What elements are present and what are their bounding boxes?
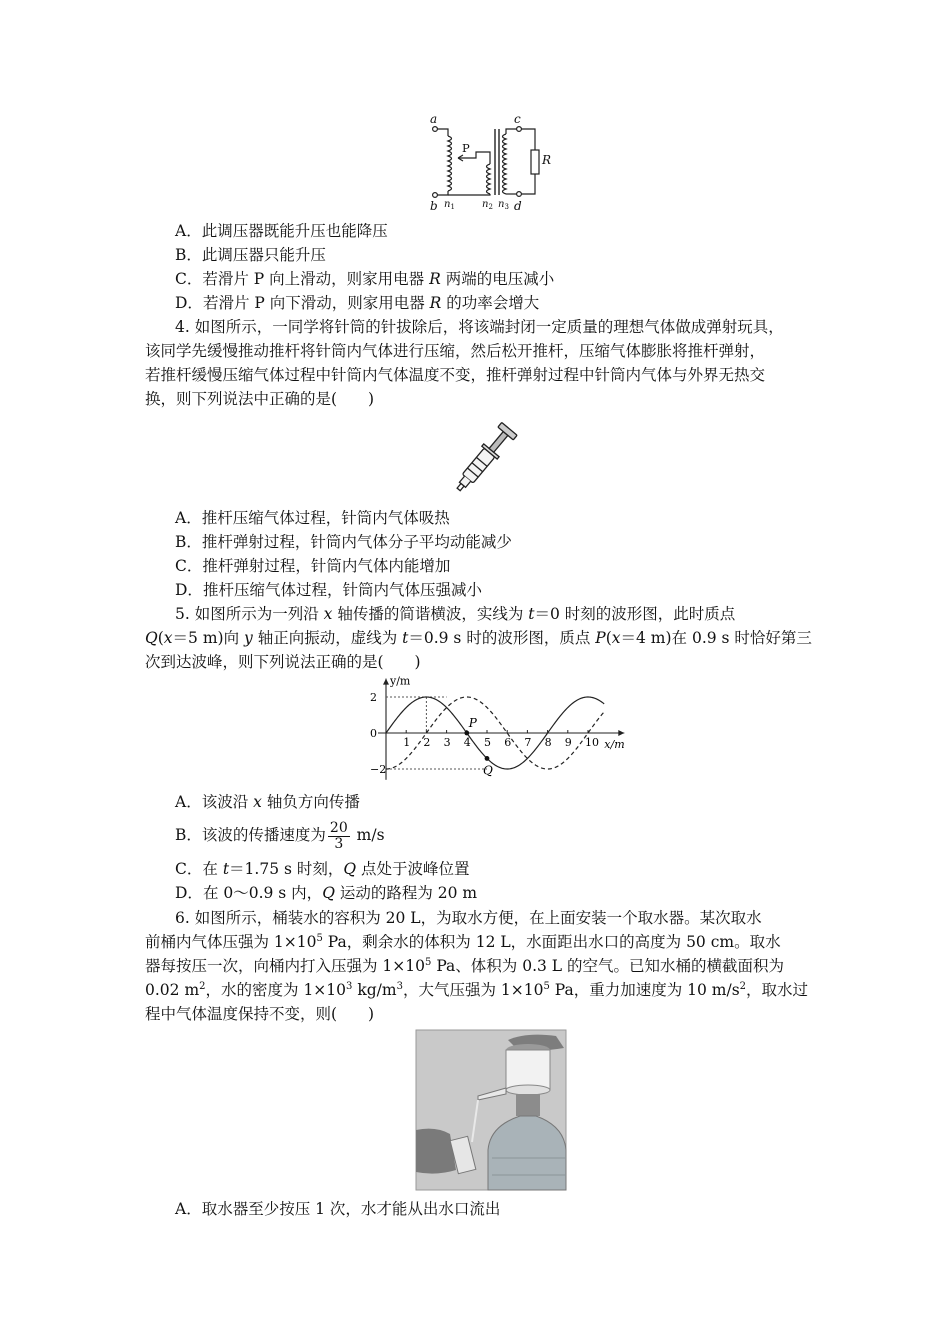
q6-stem-line-2: 前桶内气体压强为 $1\times 10^5$ Pa，剩余水的体积为 12 L，水面距出水口的高度为 50 cm。取水 bbox=[145, 933, 781, 951]
x-tick-label: 9 bbox=[564, 736, 572, 749]
q5-option-b[interactable]: B．该波的传播速度为 $\frac{20}{3}$ m/s bbox=[175, 819, 385, 852]
x-tick-label: 4 bbox=[463, 736, 471, 749]
q3-option-b[interactable]: B．此调压器只能升压 bbox=[175, 246, 326, 264]
q6-option-a[interactable]: A．取水器至少按压 1 次，水才能从出水口流出 bbox=[175, 1200, 501, 1218]
q4-option-d[interactable]: D．推杆压缩气体过程，针筒内气体压强减小 bbox=[175, 581, 482, 599]
slider-p-label: P bbox=[462, 141, 470, 155]
y-axis-label: y/m bbox=[390, 674, 411, 688]
n2-subscript: 2 bbox=[488, 203, 493, 211]
q4-option-a[interactable]: A．推杆压缩气体过程，针筒内气体吸热 bbox=[175, 509, 450, 527]
point-q-label: Q bbox=[483, 763, 493, 778]
q6-stem-line-1: 6. 如图所示，桶装水的容积为 20 L，为取水方便，在上面安装一个取水器。某次取水 bbox=[175, 909, 762, 927]
x-axis-label: x/m bbox=[604, 738, 625, 751]
speed-fraction: $\frac{20}{3}$ bbox=[329, 819, 348, 852]
q5-option-a[interactable]: A．该波沿 x 轴负方向传播 bbox=[175, 793, 360, 811]
n1-subscript: 1 bbox=[450, 203, 455, 211]
q5-stem-line-3: 次到达波峰，则下列说法正确的是( ) bbox=[145, 653, 421, 671]
terminal-c-label: c bbox=[514, 112, 521, 126]
wave-chart bbox=[352, 672, 625, 784]
q3-option-a[interactable]: A．此调压器既能升压也能降压 bbox=[175, 222, 388, 240]
x-tick-label: 3 bbox=[443, 736, 451, 749]
svg-text:n1 bbox=[444, 199, 455, 211]
x-tick-label: 10 bbox=[585, 736, 599, 749]
n1-label: n bbox=[444, 199, 451, 210]
y-tick-label: 2 bbox=[370, 691, 377, 704]
water-dispenser-photo bbox=[416, 1030, 566, 1190]
q5-option-d[interactable]: D．在 0～0.9 s 内，Q 运动的路程为 20 m bbox=[175, 884, 478, 902]
point-p bbox=[464, 731, 469, 736]
svg-text:n3 bbox=[498, 199, 509, 211]
n2-label: n bbox=[482, 199, 489, 210]
x-tick-label: 2 bbox=[423, 736, 431, 749]
n3-subscript: 3 bbox=[504, 203, 509, 211]
q6-stem-line-5: 程中气体温度保持不变，则( ) bbox=[145, 1005, 375, 1023]
x-tick-label: 7 bbox=[524, 736, 532, 749]
q4-stem-line-2: 该同学先缓慢推动推杆将针筒内气体进行压缩，然后松开推杆，压缩气体膨胀将推杆弹射， bbox=[145, 342, 766, 360]
n3-label: n bbox=[498, 199, 505, 210]
q4-stem-line-4: 换，则下列说法中正确的是( ) bbox=[145, 390, 375, 408]
y-axis-arrow bbox=[383, 679, 389, 685]
terminal-a-label: a bbox=[430, 112, 438, 126]
x-tick-label: 1 bbox=[403, 736, 411, 749]
terminal-d-label: d bbox=[514, 199, 522, 213]
x-tick-label: 6 bbox=[504, 736, 512, 749]
q4-stem-line-1: 4. 如图所示，一同学将针筒的针拔除后，将该端封闭一定质量的理想气体做成弹射玩具， bbox=[175, 318, 784, 336]
q3-option-c[interactable]: C．若滑片 P 向上滑动，则家用电器 R 两端的电压减小 bbox=[175, 270, 555, 288]
autotransformer-circuit-figure bbox=[418, 112, 568, 216]
q5-option-c[interactable]: C．在 t＝1.75 s 时刻，Q 点处于波峰位置 bbox=[175, 860, 470, 878]
terminal-b-label: b bbox=[430, 199, 438, 213]
q5-stem-line-2: Q(x＝5 m)向 y 轴正向振动，虚线为 t＝0.9 s 时的波形图，质点 P(x＝4 m)在 0.9 s 时恰好第三 bbox=[145, 629, 812, 647]
x-axis-arrow bbox=[618, 730, 624, 736]
y-tick-label: −2 bbox=[370, 763, 387, 776]
x-tick-label: 8 bbox=[544, 736, 552, 749]
point-q bbox=[485, 756, 490, 761]
syringe-figure bbox=[440, 410, 530, 506]
point-p-label: P bbox=[468, 716, 477, 730]
q6-stem-line-4: 0.02 $m^2$，水的密度为 $1\times 10^3$ $kg/m^3$，大气压强为 $1\times 10^5$ Pa，重力加速度为 10 $m/s^2$，取水过 bbox=[145, 981, 809, 999]
y-tick-label: 0 bbox=[370, 727, 377, 740]
q6-stem-line-3: 器每按压一次，向桶内打入压强为 $1\times 10^5$ Pa、体积为 0.3 L 的空气。已知水桶的横截面积为 bbox=[145, 957, 785, 975]
q5-stem-line-1: 5. 如图所示为一列沿 x 轴传播的简谐横波，实线为 t＝0 时刻的波形图，此时质点 bbox=[175, 605, 736, 623]
q4-option-b[interactable]: B．推杆弹射过程，针筒内气体分子平均动能减少 bbox=[175, 533, 512, 551]
q4-stem-line-3: 若推杆缓慢压缩气体过程中针筒内气体温度不变，推杆弹射过程中针筒内气体与外界无热交 bbox=[145, 366, 766, 384]
resistor-r-label: R bbox=[542, 153, 552, 167]
q4-option-c[interactable]: C．推杆弹射过程，针筒内气体内能增加 bbox=[175, 557, 451, 575]
x-tick-label: 5 bbox=[484, 736, 491, 749]
q3-option-d[interactable]: D．若滑片 P 向下滑动，则家用电器 R 的功率会增大 bbox=[175, 294, 540, 312]
svg-text:n2 bbox=[482, 199, 493, 211]
